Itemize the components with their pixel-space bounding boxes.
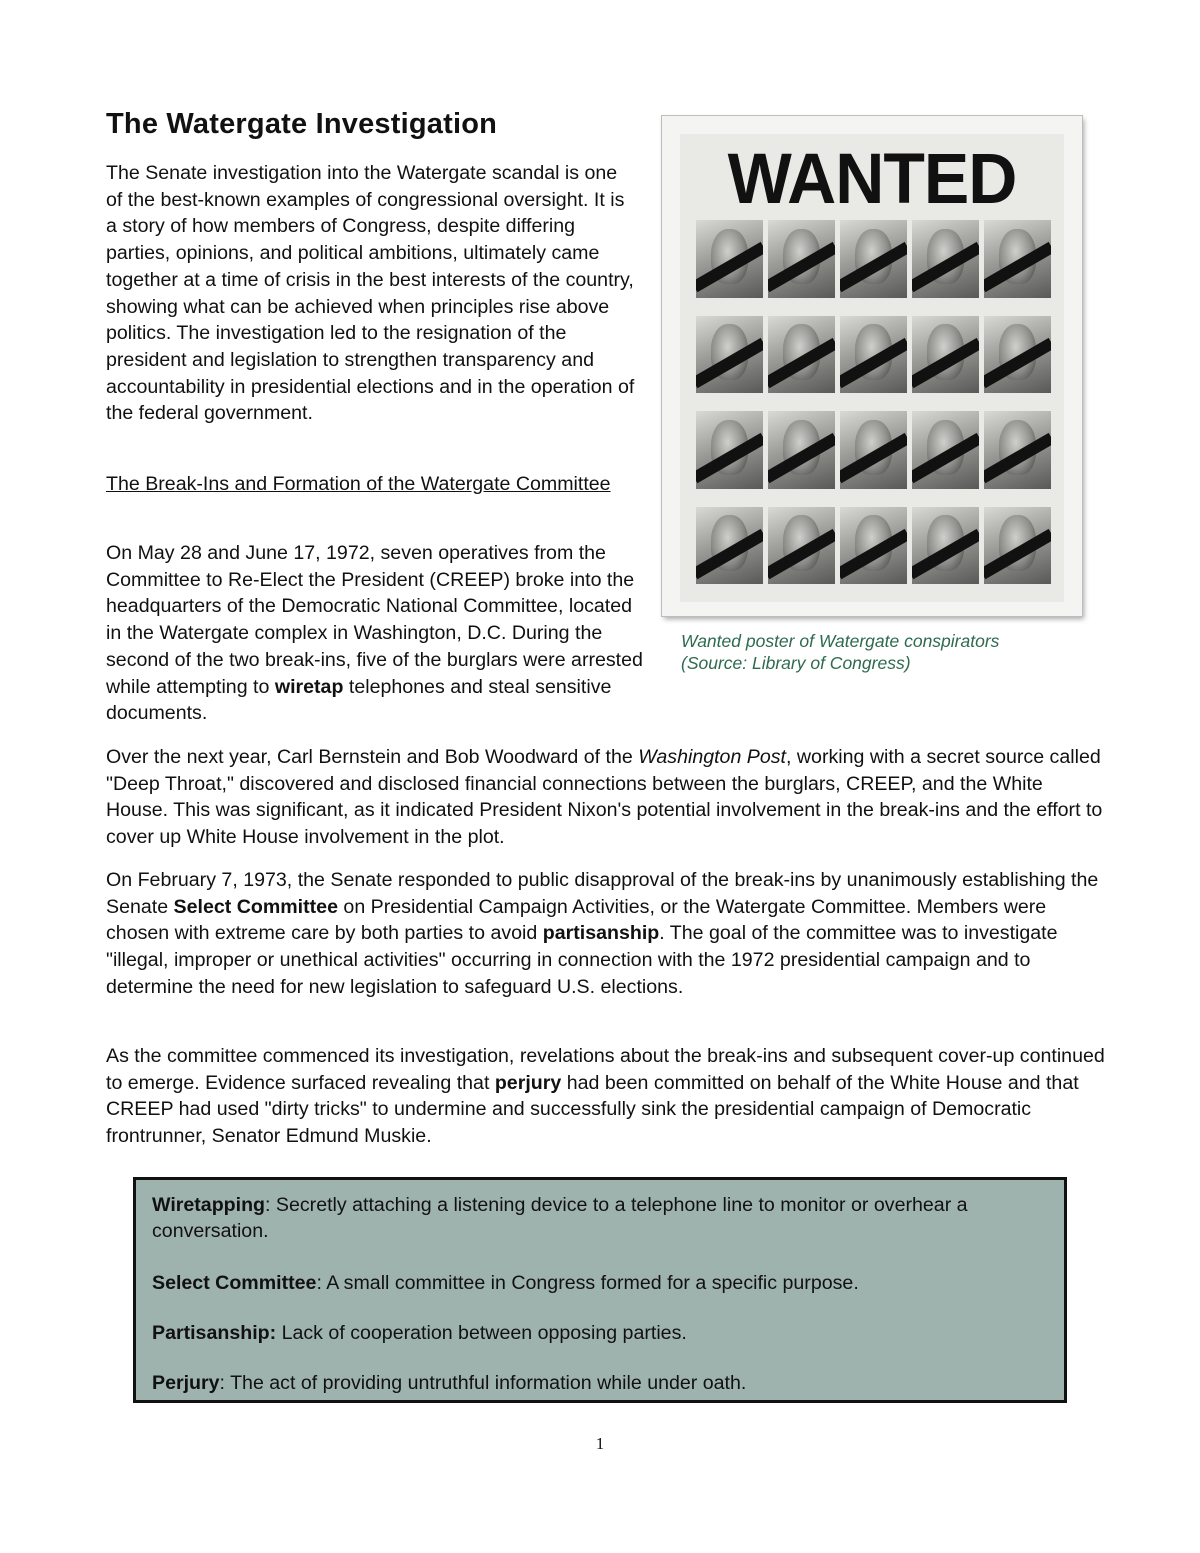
intro-paragraph: The Senate investigation into the Watergate scandal is one of the best-known examples of congressional oversight. It is a story of how members of Congress, despite differing parties, opinions, and political ambitions, ultimately came together at a time of crisis in the best interests of the country, showing what can be achieved when principles rise above politics. The investigation led to the resignation of the president and legislation to strengthen transparency and accountability in presidential elections and in the operation of the federal government. [106, 162, 635, 425]
vocab-definition: The act of providing untruthful information while under oath. [230, 1372, 747, 1394]
mugshot-grid [696, 220, 1051, 596]
mugshot-nameplate [912, 393, 979, 405]
term-perjury: perjury [494, 1071, 562, 1094]
mugshot-nameplate [768, 489, 835, 501]
vocab-separator: : [219, 1372, 231, 1394]
mugshot-photo [912, 316, 979, 406]
term-partisanship: partisanship [542, 922, 660, 945]
mugshot-nameplate [912, 584, 979, 596]
text-run: had been committed on behalf of the White House and that CREEP had used "dirty tricks" to undermine and successfully sink the presidential campaign of Democratic frontrunner, Senator Edmund Muskie. [106, 1071, 1079, 1148]
mugshot-nameplate [840, 489, 907, 501]
text-run: Over the next year, Carl Bernstein and Bob Woodward of the [106, 746, 639, 768]
caption-line: (Source: Library of Congress) [681, 653, 911, 673]
mugshot-nameplate [696, 584, 763, 596]
vocab-term: Perjury [152, 1372, 220, 1394]
committee-paragraph [106, 867, 1106, 1001]
vocab-term: Select Committee [152, 1272, 317, 1294]
mugshot-photo [984, 220, 1051, 310]
text-run: , working with a secret source called "Deep Throat," discovered and disclosed financial connections between the burglars, CREEP, and the White House. This was significant, as it indicated President Nixon's potential involvement in the break-ins and the effort to cover up White House involvement in the plot. [106, 746, 1103, 849]
section-heading: The Break-Ins and Formation of the Watergate Committee [106, 473, 611, 495]
mugshot-photo [912, 507, 979, 597]
term-wiretap: wiretap [274, 675, 344, 698]
mugshot-photo [696, 411, 763, 501]
mugshot-nameplate [768, 298, 835, 310]
mugshot-nameplate [840, 298, 907, 310]
vocab-definition: A small committee in Congress formed for a specific purpose. [326, 1272, 859, 1294]
wanted-poster-image [680, 134, 1064, 602]
mugshot-nameplate [912, 298, 979, 310]
poster-heading: WANTED [727, 139, 1017, 219]
text-run: telephones and steal sensitive documents. [106, 675, 612, 725]
mugshot-nameplate [984, 298, 1051, 310]
mugshot-photo [912, 411, 979, 501]
mugshot-nameplate [984, 393, 1051, 405]
vocab-definition: Secretly attaching a listening device to a telephone line to monitor or overhear a conversation. [152, 1194, 968, 1242]
mugshot-photo [840, 411, 907, 501]
mugshot-nameplate [768, 584, 835, 596]
mugshot-photo [768, 316, 835, 406]
mugshot-nameplate [912, 489, 979, 501]
text-run: on Presidential Campaign Activities, or the Watergate Committee. Members were chosen with extreme care by both parties to avoid [106, 895, 1047, 945]
caption-line: Wanted poster of Watergate conspirators [681, 631, 1000, 651]
vocab-term: Partisanship: [152, 1322, 277, 1344]
page-number: 1 [595, 1434, 605, 1453]
mugshot-photo [984, 316, 1051, 406]
page-title: The Watergate Investigation [106, 108, 498, 140]
mugshot-photo [768, 220, 835, 310]
mugshot-nameplate [696, 298, 763, 310]
mugshot-photo [768, 411, 835, 501]
newspaper-name: Washington Post [638, 746, 787, 768]
vocab-entry [152, 1270, 1052, 1296]
vocab-term: Wiretapping [152, 1194, 266, 1216]
text-run: On February 7, 1973, the Senate responded to public disapproval of the break-ins by unanimously establishing the Senate [106, 869, 1099, 918]
mugshot-photo [840, 316, 907, 406]
text-run: As the committee commenced its investigation, revelations about the break-ins and subsequent cover-up continued to emerge. Evidence surfaced revealing that [106, 1045, 1105, 1094]
mugshot-nameplate [984, 489, 1051, 501]
wanted-poster-figure [662, 116, 1082, 616]
mugshot-photo [840, 507, 907, 597]
mugshot-photo [696, 316, 763, 406]
mugshot-photo [696, 220, 763, 310]
woodward-bernstein-paragraph [106, 744, 1106, 851]
vocab-separator: : [265, 1194, 276, 1216]
vocab-entry [152, 1320, 1052, 1346]
mugshot-photo [840, 220, 907, 310]
vocab-entry [152, 1192, 1052, 1244]
mugshot-photo [768, 507, 835, 597]
mugshot-nameplate [984, 584, 1051, 596]
text-run: On May 28 and June 17, 1972, seven operatives from the Committee to Re-Elect the President (CREEP) broke into the headquarters of the Democratic National Committee, located in the Watergate complex in Washington, D.C. During the second of the two break-ins, five of the burglars were arrested while attempting to [106, 542, 643, 698]
figure-caption [681, 630, 999, 674]
vocabulary-box [133, 1177, 1067, 1403]
mugshot-nameplate [768, 393, 835, 405]
mugshot-nameplate [840, 584, 907, 596]
break-ins-paragraph [106, 540, 651, 727]
mugshot-nameplate [696, 393, 763, 405]
mugshot-photo [984, 411, 1051, 501]
vocab-separator: : [316, 1272, 327, 1294]
vocab-definition: Lack of cooperation between opposing parties. [281, 1322, 687, 1344]
term-select-committee: Select Committee [173, 895, 338, 918]
mugshot-nameplate [840, 393, 907, 405]
mugshot-photo [984, 507, 1051, 597]
vocab-entry [152, 1370, 1052, 1396]
investigation-paragraph [106, 1043, 1106, 1150]
mugshot-photo [912, 220, 979, 310]
mugshot-nameplate [696, 489, 763, 501]
mugshot-photo [696, 507, 763, 597]
text-run: . The goal of the committee was to investigate "illegal, improper or unethical activities" occurring in connection with the 1972 presidential campaign and to determine the need for new legislation to safeguard U.S. elections. [106, 922, 1058, 998]
